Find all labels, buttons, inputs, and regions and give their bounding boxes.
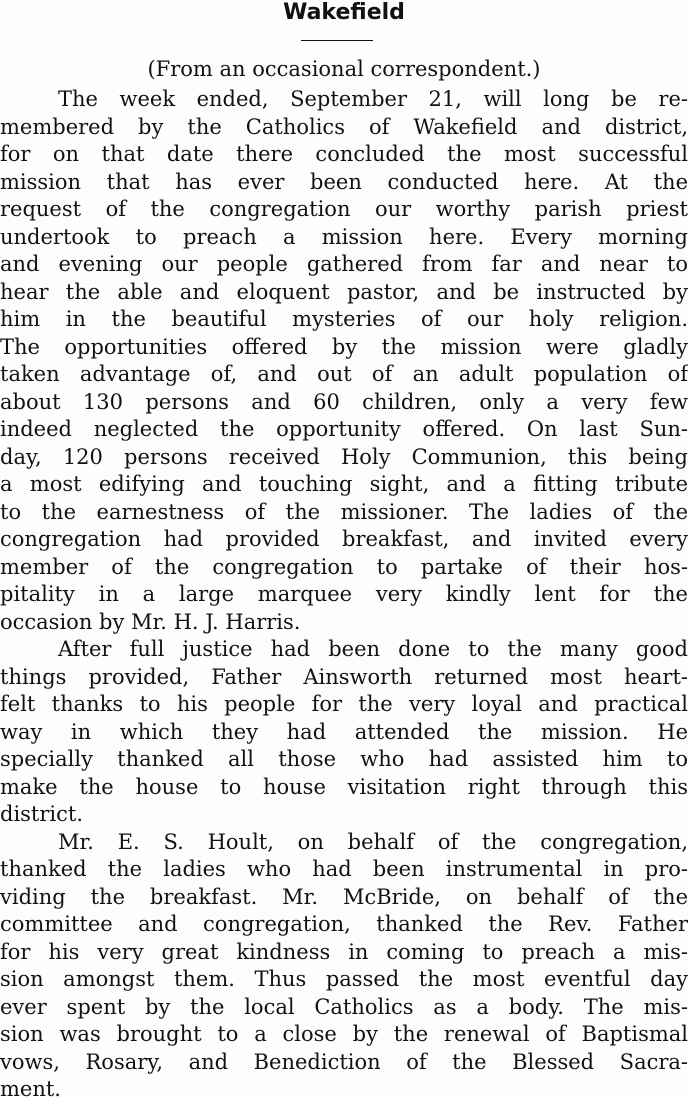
body-line: congregation had provided breakfast, and invited every xyxy=(0,527,688,551)
body-line: way in which they had attended the mission. He xyxy=(0,719,688,744)
body-line: hear the able and eloquent pastor, and be instructed by xyxy=(0,279,688,304)
body-line: member of the congregation to partake of their hos- xyxy=(0,554,688,579)
article-headline: Wakefield xyxy=(283,0,405,25)
body-line: make the house to house visitation right through this xyxy=(0,774,688,799)
body-line: things provided, Father Ainsworth returned most heart- xyxy=(0,664,688,689)
body-line: After full justice had been done to the many good xyxy=(58,637,688,661)
body-line: about 130 persons and 60 children, only a very few xyxy=(0,389,688,414)
body-line: ment. xyxy=(0,1077,61,1101)
body-line: district. xyxy=(0,802,84,826)
body-line: occasion by Mr. H. J. Harris. xyxy=(0,609,301,634)
body-line: viding the breakfast. Mr. McBride, on behalf of the xyxy=(0,884,688,909)
body-line: Mr. E. S. Hoult, on behalf of the congregation, xyxy=(58,829,688,854)
headline-rule xyxy=(301,40,373,41)
body-line: day, 120 persons received Holy Communion, this being xyxy=(0,444,688,469)
body-line: membered by the Catholics of Wakefield and district, xyxy=(0,114,688,139)
body-line: him in the beautiful mysteries of our holy religion. xyxy=(0,307,688,331)
body-line: pitality in a large marquee very kindly lent for the xyxy=(0,582,688,606)
body-line: committee and congregation, thanked the Rev. Father xyxy=(0,912,688,936)
body-line: vows, Rosary, and Benediction of the Blessed Sacra- xyxy=(0,1049,688,1074)
body-line: The opportunities offered by the mission were gladly xyxy=(0,334,688,359)
body-line: taken advantage of, and out of an adult population of xyxy=(0,362,688,386)
article-body xyxy=(0,86,688,1104)
body-line: thanked the ladies who had been instrumental in pro- xyxy=(0,857,688,881)
body-line: undertook to preach a mission here. Every morning xyxy=(0,224,688,249)
body-line: a most edifying and touching sight, and a fitting tribute xyxy=(0,472,688,496)
body-line: ever spent by the local Catholics as a body. The mis- xyxy=(0,994,688,1019)
body-line: sion amongst them. Thus passed the most eventful day xyxy=(0,967,688,991)
body-line: request of the congregation our worthy parish priest xyxy=(0,197,688,221)
body-line: to the earnestness of the missioner. The ladies of the xyxy=(0,499,688,524)
article-byline: (From an occasional correspondent.) xyxy=(147,57,541,81)
body-line: mission that has ever been conducted here. At the xyxy=(0,169,688,194)
body-line: indeed neglected the opportunity offered. On last Sun- xyxy=(0,417,688,441)
body-line: for his very great kindness in coming to preach a mis- xyxy=(0,939,688,964)
body-line: specially thanked all those who had assisted him to xyxy=(0,747,688,771)
body-line: The week ended, September 21, will long be re- xyxy=(58,87,688,111)
body-line: for on that date there concluded the most successful xyxy=(0,142,688,166)
body-line: sion was brought to a close by the renewal of Baptismal xyxy=(0,1022,688,1046)
body-line: and evening our people gathered from far and near to xyxy=(0,252,688,276)
body-line: felt thanks to his people for the very loyal and practical xyxy=(0,692,688,716)
